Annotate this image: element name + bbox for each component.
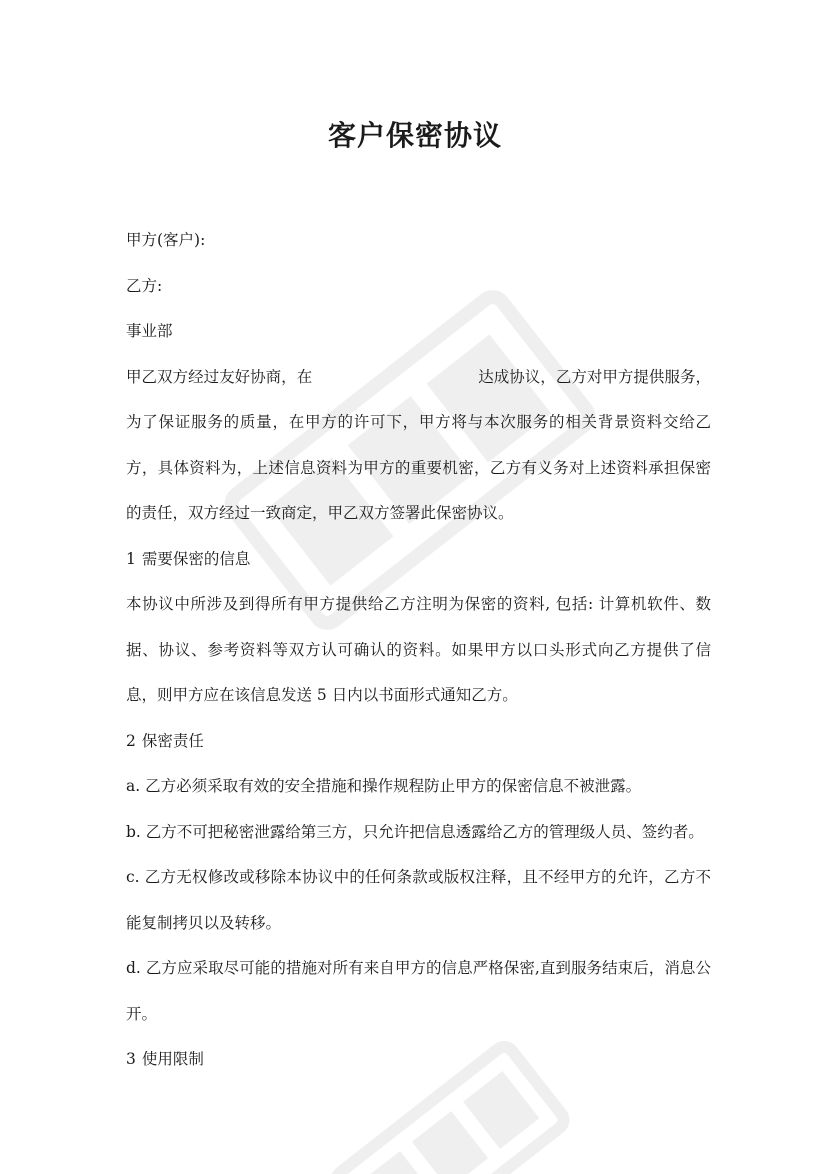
section-number: 1	[126, 549, 136, 568]
section-number: 2	[126, 731, 136, 750]
section-title: 需要保密的信息	[141, 549, 251, 568]
section-heading	[126, 537, 711, 583]
intro-paragraph	[126, 355, 711, 537]
document-body	[126, 218, 711, 1083]
section-paragraph: d. 乙方应采取尽可能的措施对所有来自甲方的信息严格保密,直到服务结束后，消息公开。	[126, 959, 711, 1023]
party-a-label: 甲方(客户):	[126, 231, 206, 249]
section-number: 3	[126, 1050, 136, 1068]
intro-text-before-blank: 甲乙双方经过友好协商，在	[126, 367, 313, 386]
section-heading	[126, 1037, 711, 1083]
intro-text-after-blank: 达成协议，乙方对甲方提供服务，为了保证服务的质量，在甲方的许可下，甲方将与本次服务的相关背景资料交给乙方，具体资料为，上述信息资料为甲方的重要机密，乙方有义务对上述资料承担保密的责任，双方经过一致商定，甲乙双方签署此保密协议。	[126, 367, 711, 522]
department-label: 事业部	[126, 322, 173, 340]
section-paragraph: 本协议中所涉及到得所有甲方提供给乙方注明为保密的资料, 包括: 计算机软件、数据、协议、参考资料等双方认可确认的资料。如果甲方以口头形式向乙方提供了信息，则甲方应在该信息发送 5 日内以书面形式通知乙方。	[126, 595, 711, 704]
party-b-label: 乙方:	[126, 276, 163, 295]
section-paragraph: b. 乙方不可把秘密泄露给第三方，只允许把信息透露给乙方的管理级人员、签约者。	[126, 822, 704, 841]
section-title: 保密责任	[141, 731, 204, 750]
section-heading	[126, 719, 711, 765]
section-title: 使用限制	[141, 1050, 204, 1068]
section-paragraph: c. 乙方无权修改或移除本协议中的任何条款或版权注释，且不经甲方的允许，乙方不能复制拷贝以及转移。	[126, 868, 711, 932]
document-title: 客户保密协议	[327, 119, 502, 152]
section-paragraph: a. 乙方必须采取有效的安全措施和操作规程防止甲方的保密信息不被泄露。	[126, 777, 642, 795]
